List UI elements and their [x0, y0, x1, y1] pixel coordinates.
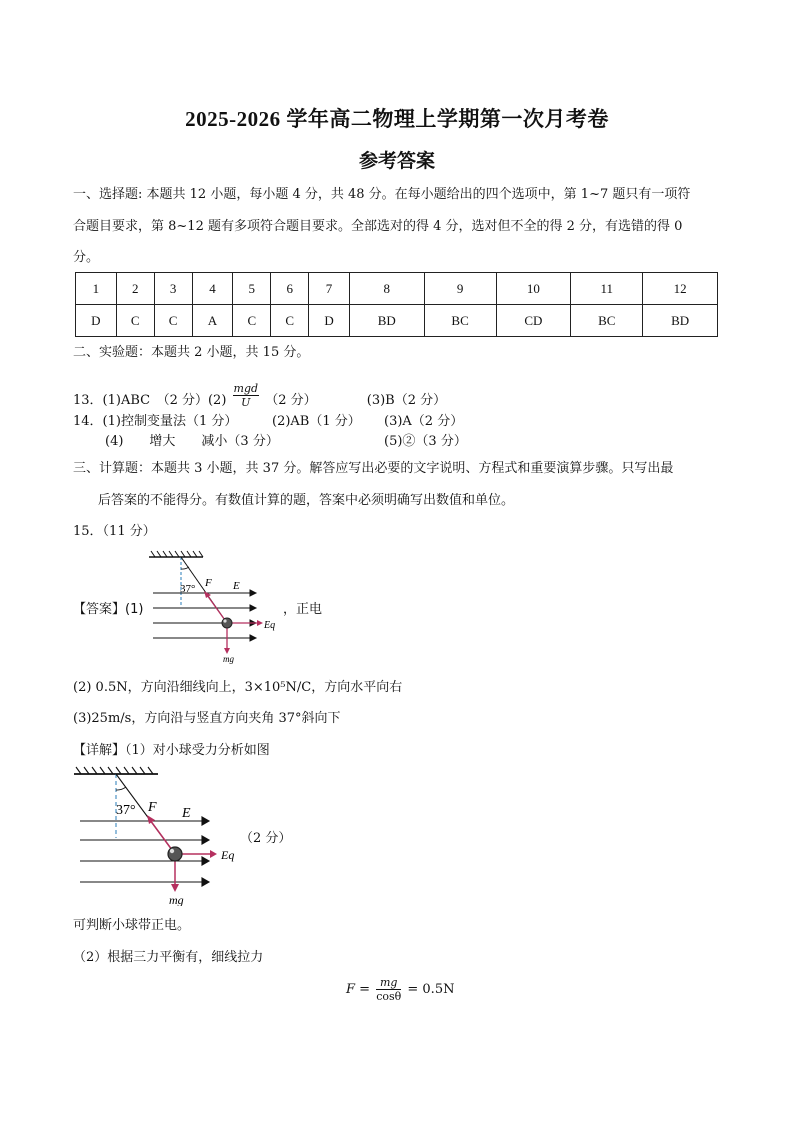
- angle-arc: [116, 787, 126, 790]
- force-diagram-large: [70, 764, 240, 906]
- section1-line1: 一、选择题: 本题共 12 小题，每小题 4 分，共 48 分。在每小题给出的四个选项中，第 1~7 题只有一项符: [73, 187, 691, 202]
- step2-text: （2）根据三力平衡有，细线拉力: [73, 950, 264, 965]
- electric-force-arrowhead: [257, 620, 263, 626]
- q14-row2b: (5)②（3 分）: [384, 434, 467, 449]
- q13-frac-den: U: [241, 396, 251, 409]
- conclusion-text: 可判断小球带正电。: [73, 918, 191, 933]
- question-number-cell: 12: [643, 273, 718, 305]
- detail-label: 【详解】（1）对小球受力分析如图: [73, 743, 270, 758]
- formula-num: mg: [376, 976, 401, 990]
- answer-cell: D: [76, 305, 117, 337]
- gravity-arrowhead: [171, 884, 179, 892]
- q13-line: [73, 372, 446, 409]
- answer-cell: D: [309, 305, 350, 337]
- question-number-cell: 10: [496, 273, 571, 305]
- question-number-cell: 7: [309, 273, 350, 305]
- field-lines: [80, 817, 209, 886]
- section1-line2: 合题目要求，第 8~12 题有多项符合题目要求。全部选对的得 4 分，选对但不全的得 2 分，有选错的得 0: [73, 219, 683, 234]
- tension-arrowhead: [147, 815, 155, 824]
- answer-cell: BD: [349, 305, 424, 337]
- section2-heading: 二、实验题：本题共 2 小题，共 15 分。: [73, 345, 310, 360]
- gravity-label: mg: [223, 654, 234, 664]
- question-number-cell: 11: [571, 273, 643, 305]
- answer-label: 【答案】(1): [73, 602, 144, 617]
- tension-arrowhead: [204, 591, 211, 598]
- ball-highlight: [170, 849, 174, 853]
- angle-label: 37°: [116, 803, 136, 818]
- q13-frac-num: mgd: [233, 382, 259, 395]
- charged-ball: [168, 847, 182, 861]
- ceiling-hatch: [149, 551, 203, 557]
- answer-cell: C: [116, 305, 154, 337]
- ball-highlight: [223, 619, 226, 622]
- q14-row1c: (3)A（2 分）: [384, 414, 464, 429]
- field-label: E: [182, 806, 191, 821]
- q14-row1a: 14．(1)控制变量法（1 分）: [73, 414, 238, 429]
- q13-fraction: [233, 382, 260, 409]
- formula-rhs: = 0.5N: [407, 982, 455, 997]
- section3-line2: 后答案的不能得分。有数值计算的题，答案中必须明确写出数值和单位。: [98, 493, 515, 508]
- answer-cell: C: [154, 305, 192, 337]
- tension-label: F: [148, 800, 157, 815]
- figure-points: （2 分）: [240, 831, 292, 846]
- page-subtitle: 参考答案: [358, 150, 435, 172]
- field-label: E: [233, 580, 240, 592]
- formula-fraction: [376, 976, 401, 1003]
- answer-cell: BD: [643, 305, 718, 337]
- answer-part3: (3)25m/s，方向沿与竖直方向夹角 37°斜向下: [73, 711, 341, 726]
- page-title: 2025-2026 学年高二物理上学期第一次月考卷: [185, 107, 609, 131]
- q13-part3: (3)B（2 分）: [366, 393, 447, 408]
- gravity-label: mg: [169, 893, 184, 906]
- answer-part2: (2) 0.5N，方向沿细线向上，3×10⁵N/C，方向水平向右: [73, 680, 403, 695]
- answer-cell: CD: [496, 305, 571, 337]
- q13-part1: 13．(1)ABC （2 分）(2): [73, 393, 227, 408]
- answer-table: [75, 272, 718, 337]
- question-number-cell: 4: [192, 273, 233, 305]
- q13-part2: （2 分）: [265, 393, 317, 408]
- ceiling-hatch: [74, 767, 158, 774]
- answer-suffix: ，正电: [283, 602, 323, 617]
- question-number-cell: 1: [76, 273, 117, 305]
- tension-label: F: [205, 577, 212, 589]
- field-lines: [153, 590, 256, 641]
- question-number-cell: 5: [233, 273, 271, 305]
- electric-force-label: Eq: [221, 848, 235, 862]
- question-number-cell: 9: [424, 273, 496, 305]
- question-number-cell: 6: [271, 273, 309, 305]
- q15-header: 15．（11 分）: [73, 524, 156, 539]
- formula-den: cosθ: [376, 990, 402, 1003]
- question-number-cell: 8: [349, 273, 424, 305]
- force-diagram-small: [145, 549, 295, 664]
- q14-row1b: (2)AB（1 分）: [272, 414, 361, 429]
- answer-cell: BC: [571, 305, 643, 337]
- angle-label: 37°: [180, 583, 196, 595]
- section3-line1: 三、计算题：本题共 3 小题，共 37 分。解答应写出必要的文字说明、方程式和重要演算步骤。只写出最: [73, 461, 674, 476]
- table-row-answers: [76, 305, 718, 337]
- question-number-cell: 2: [116, 273, 154, 305]
- answer-cell: C: [233, 305, 271, 337]
- table-row-numbers: [76, 273, 718, 305]
- answer-cell: C: [271, 305, 309, 337]
- tension-formula: [346, 976, 454, 1003]
- answer-cell: BC: [424, 305, 496, 337]
- section1-line3: 分。: [73, 250, 100, 265]
- electric-force-label: Eq: [264, 620, 276, 631]
- answer-cell: A: [192, 305, 233, 337]
- formula-lhs: F =: [346, 982, 371, 997]
- q14-row2a: (4) 增大 减小（3 分）: [105, 434, 279, 449]
- question-number-cell: 3: [154, 273, 192, 305]
- charged-ball: [222, 618, 232, 628]
- electric-force-arrowhead: [210, 850, 217, 858]
